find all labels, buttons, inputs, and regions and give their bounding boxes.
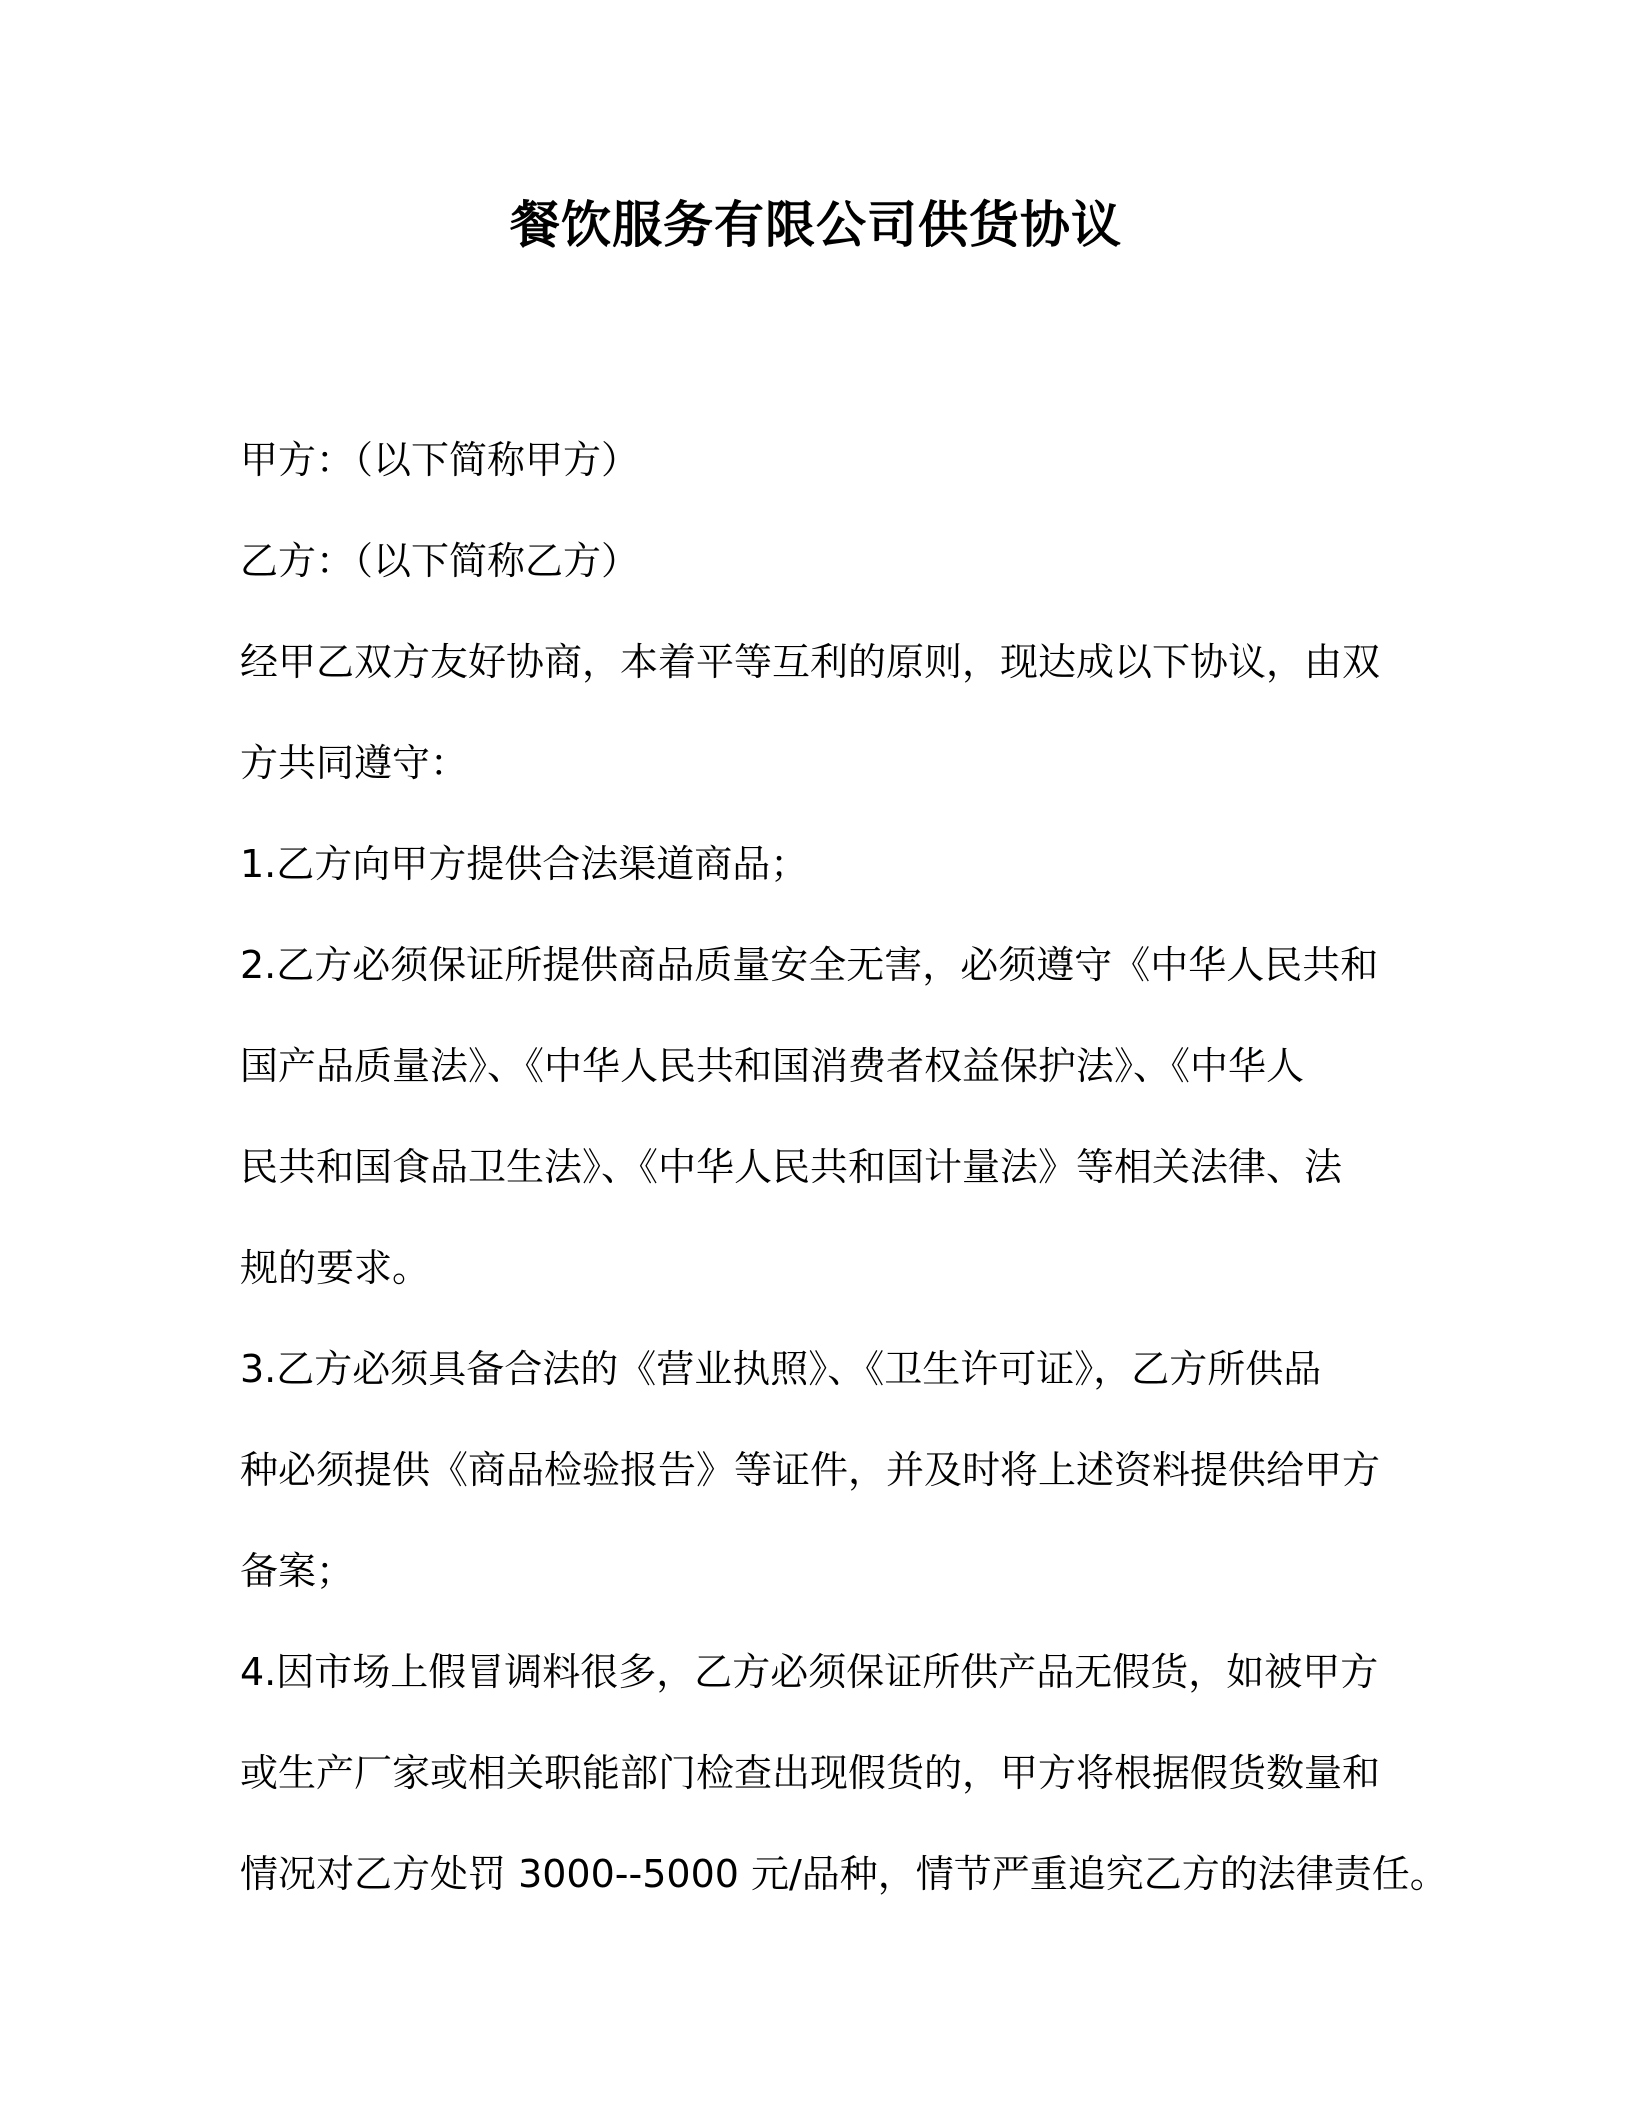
document-title: 餐饮服务有限公司供货协议 (510, 196, 1122, 254)
clause-2-line-4: 规的要求。 (240, 1246, 431, 1290)
clause-2-line-3: 民共和国食品卫生法》、《中华人民共和国计量法》等相关法律、法 (240, 1145, 1343, 1189)
party-b-line: 乙方：（以下简称乙方） (240, 539, 640, 583)
clause-3-line-1: 3.乙方必须具备合法的《营业执照》、《卫生许可证》，乙方所供品 (240, 1347, 1322, 1391)
clause-3-line-2: 种必须提供《商品检验报告》等证件，并及时将上述资料提供给甲方 (240, 1448, 1381, 1492)
preamble-line-1: 经甲乙双方友好协商，本着平等互利的原则，现达成以下协议，由双 (240, 640, 1381, 684)
clause-3-line-3: 备案； (240, 1549, 355, 1593)
preamble-line-2: 方共同遵守： (240, 741, 469, 785)
clause-4-line-2: 或生产厂家或相关职能部门检查出现假货的，甲方将根据假货数量和 (240, 1751, 1381, 1795)
party-a-line: 甲方：（以下简称甲方） (240, 438, 640, 482)
clause-2-line-2: 国产品质量法》、《中华人民共和国消费者权益保护法》、《中华人 (240, 1044, 1305, 1088)
clause-2-line-1: 2.乙方必须保证所提供商品质量安全无害，必须遵守《中华人民共和 (240, 943, 1379, 987)
clause-4-line-3: 情况对乙方处罚 3000--5000 元/品种，情节严重追究乙方的法律责任。 (240, 1852, 1448, 1896)
document-body (240, 410, 1448, 1925)
clause-1-line-1: 1.乙方向甲方提供合法渠道商品； (240, 842, 809, 886)
clause-4-line-1: 4.因市场上假冒调料很多，乙方必须保证所供产品无假货，如被甲方 (240, 1650, 1379, 1694)
